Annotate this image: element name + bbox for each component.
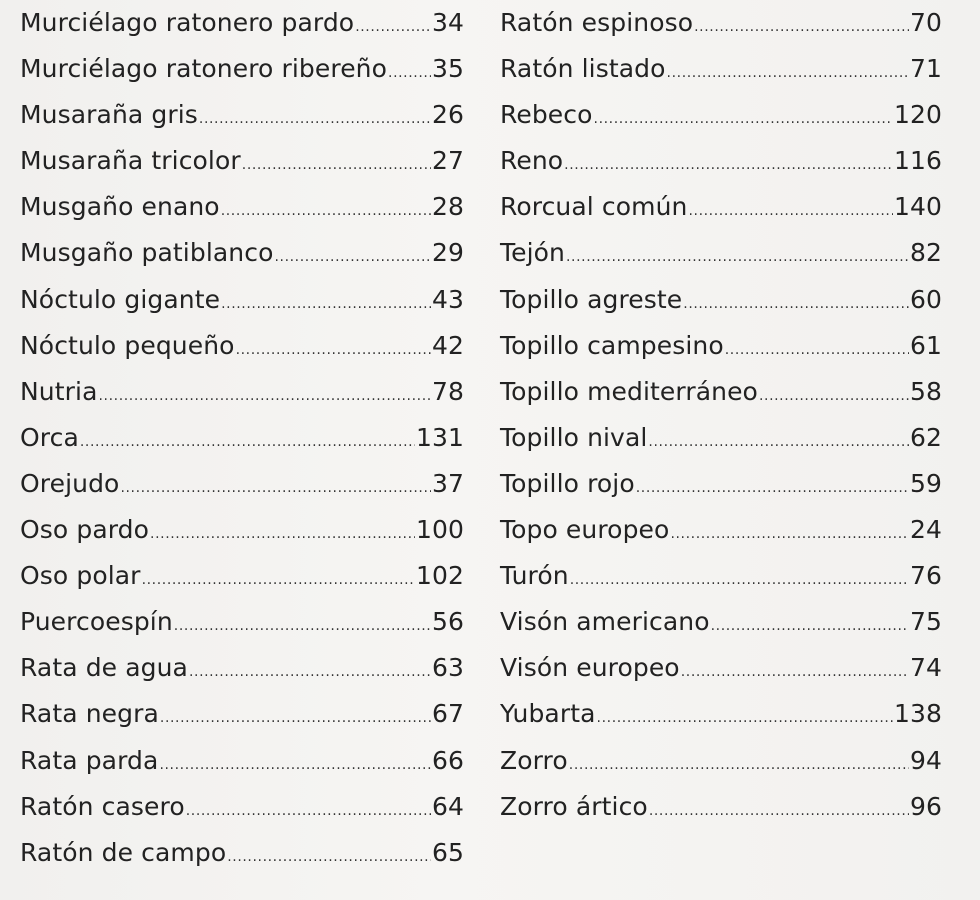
leader-dots: [150, 526, 415, 542]
entry-name: Visón americano: [500, 607, 710, 637]
index-entry: [500, 8, 942, 54]
index-entry: [20, 8, 464, 54]
entry-page: 102: [415, 561, 464, 591]
leader-dots: [667, 65, 909, 81]
leader-dots: [636, 480, 909, 496]
index-entry: [500, 653, 942, 699]
index-entry: [20, 469, 464, 515]
entry-page: 74: [909, 653, 942, 683]
entry-name: Tejón: [500, 238, 565, 268]
index-entry: [500, 285, 942, 331]
entry-page: 29: [431, 238, 464, 268]
entry-page: 62: [909, 422, 942, 452]
entry-name: Topillo rojo: [500, 468, 635, 498]
entry-name: Musgaño patiblanco: [20, 238, 274, 268]
leader-dots: [694, 19, 909, 35]
entry-name: Rorcual común: [500, 192, 688, 222]
index-entry: [20, 238, 464, 284]
entry-page: 59: [909, 468, 942, 498]
entry-name: Musaraña gris: [20, 100, 198, 130]
entry-page: 140: [893, 192, 942, 222]
entry-page: 56: [431, 607, 464, 637]
leader-dots: [186, 803, 431, 819]
entry-name: Topo europeo: [500, 515, 670, 545]
entry-name: Reno: [500, 146, 564, 176]
leader-dots: [274, 249, 431, 265]
entry-page: 66: [431, 745, 464, 775]
entry-name: Yubarta: [500, 699, 596, 729]
entry-name: Ratón espinoso: [500, 8, 694, 37]
index-entry: [20, 699, 464, 745]
entry-name: Nóctulo pequeño: [20, 330, 235, 360]
leader-dots: [570, 572, 909, 588]
leader-dots: [80, 434, 415, 450]
entry-page: 131: [415, 422, 464, 452]
index-entry: [20, 54, 464, 100]
index-entry: [20, 746, 464, 792]
leader-dots: [189, 664, 431, 680]
entry-page: 70: [909, 8, 942, 37]
entry-page: 94: [909, 745, 942, 775]
entry-name: Topillo mediterráneo: [500, 376, 758, 406]
entry-page: 24: [909, 515, 942, 545]
entry-page: 27: [431, 146, 464, 176]
entry-name: Rebeco: [500, 100, 593, 130]
index-entry: [20, 285, 464, 331]
entry-page: 120: [893, 100, 942, 130]
index-entry: [20, 423, 464, 469]
index-entry: [500, 423, 942, 469]
index-entry: [500, 515, 942, 561]
index-entry: [500, 54, 942, 100]
entry-name: Puercoespín: [20, 607, 173, 637]
leader-dots: [566, 249, 909, 265]
entry-name: Musgaño enano: [20, 192, 220, 222]
entry-page: 58: [909, 376, 942, 406]
leader-dots: [649, 803, 909, 819]
entry-name: Murciélago ratonero ribereño: [20, 54, 388, 84]
leader-dots: [199, 111, 431, 127]
entry-page: 96: [909, 791, 942, 821]
index-entry: [500, 146, 942, 192]
index-entry: [500, 469, 942, 515]
entry-name: Orejudo: [20, 468, 120, 498]
entry-page: 76: [909, 561, 942, 591]
index-left-column: [20, 8, 464, 884]
entry-page: 63: [431, 653, 464, 683]
index-entry: [20, 653, 464, 699]
leader-dots: [242, 157, 431, 173]
index-entry: [20, 838, 464, 884]
index-entry: [20, 100, 464, 146]
leader-dots: [648, 434, 909, 450]
entry-name: Rata negra: [20, 699, 159, 729]
entry-page: 138: [893, 699, 942, 729]
index-entry: [20, 792, 464, 838]
index-entry: [500, 561, 942, 607]
entry-name: Nutria: [20, 376, 98, 406]
index-entry: [20, 146, 464, 192]
index-entry: [20, 561, 464, 607]
leader-dots: [388, 65, 431, 81]
entry-name: Oso pardo: [20, 515, 150, 545]
entry-name: Turón: [500, 561, 569, 591]
leader-dots: [688, 203, 893, 219]
entry-page: 65: [431, 837, 464, 867]
entry-page: 34: [431, 8, 464, 37]
entry-name: Topillo agreste: [500, 284, 683, 314]
leader-dots: [711, 618, 909, 634]
entry-name: Ratón listado: [500, 54, 666, 84]
index-entry: [500, 100, 942, 146]
leader-dots: [569, 757, 909, 773]
leader-dots: [564, 157, 893, 173]
leader-dots: [159, 757, 431, 773]
index-entry: [20, 331, 464, 377]
leader-dots: [725, 342, 909, 358]
leader-dots: [160, 710, 431, 726]
entry-name: Nóctulo gigante: [20, 284, 221, 314]
entry-name: Topillo campesino: [500, 330, 724, 360]
index-entry: [500, 331, 942, 377]
entry-page: 42: [431, 330, 464, 360]
leader-dots: [597, 710, 893, 726]
entry-page: 60: [909, 284, 942, 314]
entry-page: 43: [431, 284, 464, 314]
entry-page: 100: [415, 515, 464, 545]
leader-dots: [594, 111, 893, 127]
entry-name: Rata parda: [20, 745, 159, 775]
entry-page: 82: [909, 238, 942, 268]
leader-dots: [221, 203, 431, 219]
index-entry: [500, 607, 942, 653]
entry-page: 28: [431, 192, 464, 222]
entry-page: 71: [909, 54, 942, 84]
entry-name: Zorro ártico: [500, 791, 648, 821]
index-entry: [500, 377, 942, 423]
index-entry: [500, 699, 942, 745]
entry-name: Ratón casero: [20, 791, 185, 821]
leader-dots: [759, 388, 909, 404]
entry-name: Musaraña tricolor: [20, 146, 241, 176]
index-entry: [20, 607, 464, 653]
leader-dots: [355, 19, 431, 35]
index-entry: [20, 377, 464, 423]
entry-name: Rata de agua: [20, 653, 188, 683]
entry-name: Orca: [20, 422, 79, 452]
entry-page: 78: [431, 376, 464, 406]
leader-dots: [670, 526, 909, 542]
index-entry: [500, 192, 942, 238]
leader-dots: [142, 572, 415, 588]
entry-name: Oso polar: [20, 561, 141, 591]
leader-dots: [99, 388, 431, 404]
index-right-column: [500, 8, 942, 838]
index-entry: [20, 515, 464, 561]
index-entry: [500, 238, 942, 284]
entry-name: Zorro: [500, 745, 568, 775]
entry-page: 61: [909, 330, 942, 360]
leader-dots: [120, 480, 431, 496]
index-entry: [500, 746, 942, 792]
entry-page: 37: [431, 468, 464, 498]
index-entry: [500, 792, 942, 838]
entry-name: Visón europeo: [500, 653, 680, 683]
leader-dots: [174, 618, 431, 634]
entry-name: Topillo nival: [500, 422, 648, 452]
leader-dots: [681, 664, 909, 680]
entry-page: 35: [431, 54, 464, 84]
entry-name: Ratón de campo: [20, 837, 227, 867]
entry-name: Murciélago ratonero pardo: [20, 8, 355, 37]
entry-page: 67: [431, 699, 464, 729]
leader-dots: [683, 296, 909, 312]
entry-page: 64: [431, 791, 464, 821]
entry-page: 75: [909, 607, 942, 637]
entry-page: 116: [893, 146, 942, 176]
entry-page: 26: [431, 100, 464, 130]
leader-dots: [236, 342, 431, 358]
index-entry: [20, 192, 464, 238]
leader-dots: [227, 849, 431, 865]
leader-dots: [221, 296, 431, 312]
